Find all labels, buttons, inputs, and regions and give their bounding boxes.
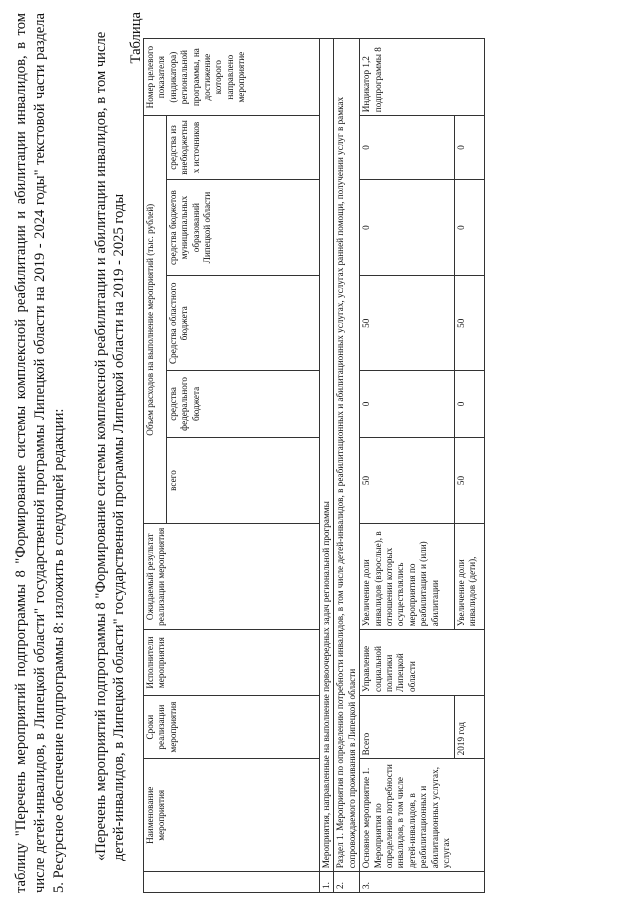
measure-executor: Управление социальной политики Липецкой области (360, 630, 485, 696)
intro-paragraph: таблицу "Перечень мероприятий подпрограммы 8 "Формирование системы комплексной реабилитации и абилитации инвалидов, в том числе детей-инвалидов, в Липецкой области" государственной программы Липецкой области на 2019 - 2024 годы" текстовой части раздела 5. Ресурсное обеспечение подпрограммы 8: изложить в следующей редакции: (13, 13, 67, 893)
measure-result (454, 524, 485, 630)
value-total: 50 (360, 437, 454, 523)
table-row (320, 39, 334, 893)
header-municipal: средства бюджетов муниципальных образований Липецкой области (167, 179, 320, 276)
table-row (334, 39, 360, 893)
value-municipal: 0 (360, 179, 454, 276)
measure-result-text: Увеличение доли инвалидов (дети), (455, 556, 477, 627)
header-federal: средства федерального бюджета (167, 371, 320, 438)
measure-term: Всего (360, 695, 454, 758)
measure-name (360, 759, 485, 872)
value-regional: 50 (360, 276, 454, 371)
measure-term: 2019 год (454, 695, 485, 758)
header-regional: Средства областного бюджета (167, 276, 320, 371)
header-extra: средства из внебюджетных источников (167, 116, 320, 179)
value-regional: 50 (454, 276, 485, 371)
header-volume: Объем расходов на выполнение мероприятий (тыс. рублей) (144, 116, 167, 524)
table-caption: «Перечень мероприятий подпрограммы 8 "Формирование системы комплексной реабилитации и абилитации инвалидов, в том числе детей-инвалидов, в Липецкой области" государственной программы Липецкой области на 2019 - 2025 годы (93, 31, 127, 861)
header-result: Ожидаемый результат реализации мероприятия (144, 524, 320, 630)
header-indicator: Номер целевого показателя (индикатора) региональной программы, на достижение которого направлено мероприятие (144, 39, 320, 116)
row-text: Раздел 1. Мероприятия по определению потребности инвалидов, в том числе детей-инвалидов, в реабилитационных и абилитационных услугах, услугах ранней помощи, получении услуг в рамках сопровождаемого проживания в Липецкой области (334, 39, 360, 872)
value-total: 50 (454, 437, 485, 523)
row-number: 2. (334, 872, 360, 893)
header-num (144, 872, 320, 893)
value-federal: 0 (454, 371, 485, 438)
measure-name-text: Основное мероприятие 1. Мероприятия по определению потребности инвалидов, в том числе детей-инвалидов, в реабилитационных и абилитационных услугах, услугах (361, 764, 452, 869)
table-label: Таблица (128, 12, 144, 64)
row-text: Мероприятия, направленные на выполнение первоочередных задач региональной программы (320, 39, 334, 872)
measure-indicator: Индикатор 1,2 подпрограммы 8 (360, 39, 485, 116)
header-name: Наименование мероприятия (144, 759, 320, 872)
value-federal: 0 (360, 371, 454, 438)
header-executor: Исполнители мероприятия (144, 630, 320, 696)
header-term: Сроки реализации мероприятия (144, 695, 320, 758)
table-row (360, 39, 454, 893)
row-number: 3. (360, 872, 485, 893)
measure-result (360, 524, 454, 630)
measures-table (143, 38, 485, 893)
measure-result-text: Увеличение доли инвалидов (взрослые), в отношении которых осуществлялись мероприятия по реабилитации и (или) абилитации (361, 531, 440, 627)
value-municipal: 0 (454, 179, 485, 276)
header-row-1 (144, 39, 167, 893)
value-extra: 0 (360, 116, 454, 179)
row-number: 1. (320, 872, 334, 893)
header-total: всего (167, 437, 320, 523)
value-extra: 0 (454, 116, 485, 179)
